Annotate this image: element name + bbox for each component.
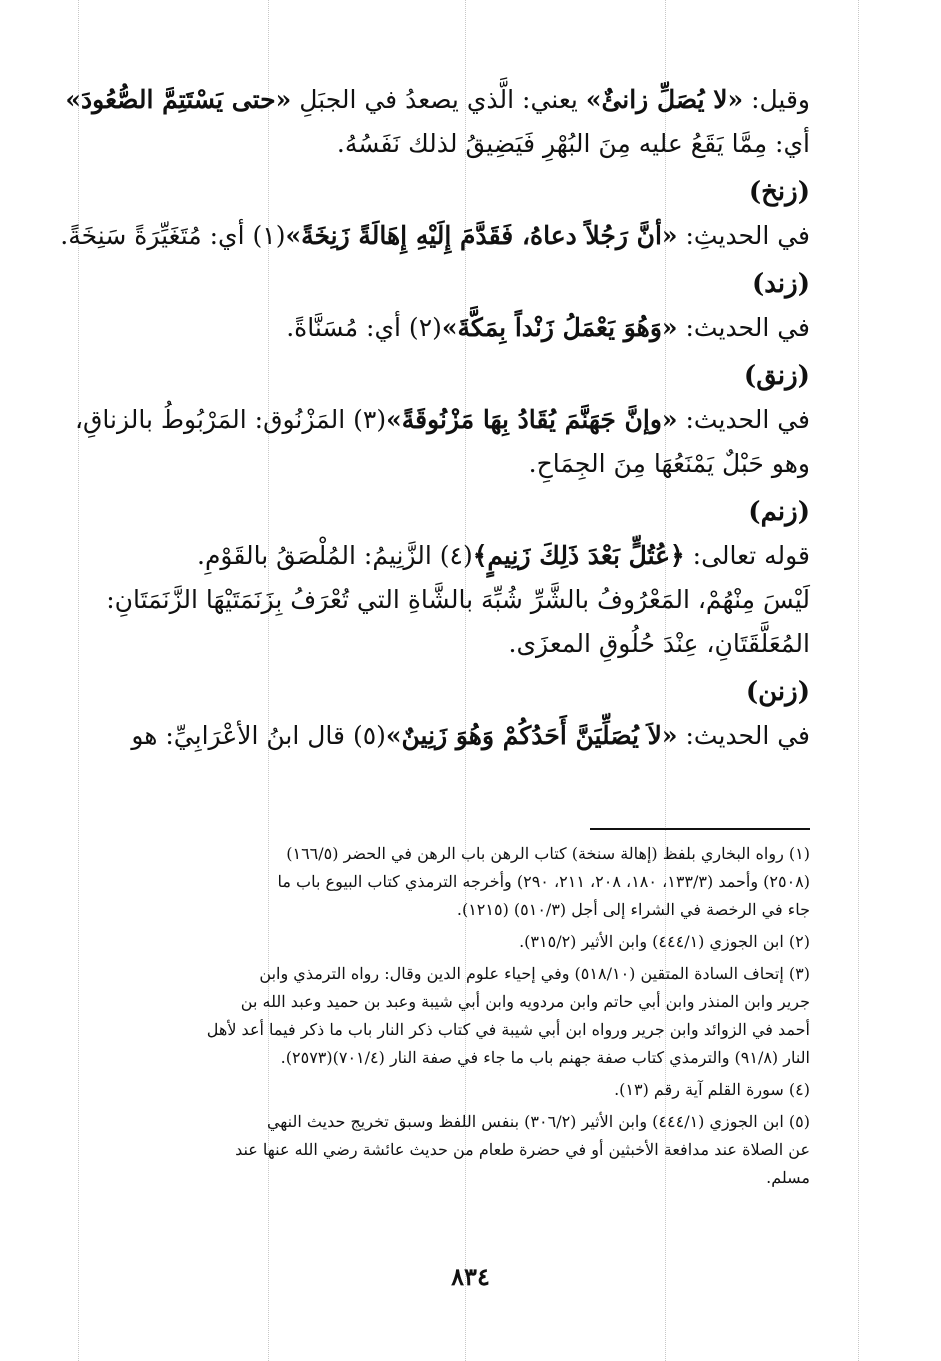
- entry-heading: (زنخ): [748, 177, 810, 207]
- text-line: [98, 534, 810, 578]
- text-run: لَيْسَ مِنْهُمْ، المَعْرُوفُ بالشَّرِّ شُبِّهَ بالشَّاةِ التي تُعْرَفُ بِزَنَمَتَيْهَا الزَّنَمَتَانِ:: [106, 585, 810, 614]
- text-line: [98, 714, 810, 758]
- entry-heading: (زنق): [743, 361, 810, 391]
- text-line: [65, 78, 810, 122]
- grid-line: [78, 0, 79, 1361]
- text-line: [98, 442, 810, 486]
- text-line: [98, 306, 810, 350]
- text-run: (٥) قال ابنُ الأعْرَابِيِّ: هو: [131, 721, 386, 750]
- text-line: [98, 122, 810, 166]
- quoted-hadith: «لاَ يُصَلِّيَنَّ أَحَدُكُمْ وَهُوَ زَنِينٌ»: [385, 721, 678, 750]
- text-run: وقيل:: [743, 85, 810, 114]
- footnote: [98, 928, 810, 956]
- footnote-divider: [590, 828, 810, 830]
- text-run: (٢) أي: مُسَنَّاةً.: [286, 313, 442, 342]
- entry-heading: (زند): [751, 269, 810, 299]
- quoted-hadith: «أنَّ رَجُلاً دعاهُ، فَقَدَّمَ إِلَيْهِ إِهَالَةً زَنِخَةً»: [285, 221, 678, 250]
- text-run: في الحديثِ:: [677, 221, 810, 250]
- page-number: ٨٣٤: [451, 1262, 490, 1291]
- quoted-hadith: ﴿عُتُلٍّ بَعْدَ ذَلِكَ زَنِيمٍ﴾: [472, 541, 685, 570]
- quoted-hadith: «لا يُصَلِّ زانئٌ»: [585, 85, 744, 114]
- footnote: [98, 1108, 810, 1192]
- footnote-line: (٤) سورة القلم آية رقم (١٣).: [614, 1080, 810, 1099]
- grid-line: [858, 0, 859, 1361]
- quoted-hadith: «وَهُوَ يَعْمَلُ زَنْداً بِمَكَّةَ»: [441, 313, 678, 342]
- footnote: [98, 840, 810, 924]
- entry-heading: (زنم): [748, 497, 810, 527]
- text-run: المُعَلَّقَتَانِ، عِنْدَ حُلُوقِ المعزَى.: [508, 629, 810, 658]
- main-text: [60, 78, 810, 758]
- footnote-line: النار (٩١/٨) والترمذي كتاب صفة جهنم باب ما جاء في صفة النار (٧٠١/٤)(٢٥٧٣).: [280, 1048, 810, 1067]
- footnote-line: (٢) ابن الجوزي (٤٤٤/١) وابن الأثير (٣١٥/٢).: [519, 932, 810, 951]
- text-run: أي: مِمَّا يَقَعُ عليه مِنَ البُهْرِ فَيَضِيقُ لذلك نَفَسُهُ.: [336, 129, 810, 158]
- text-run: في الحديث:: [677, 721, 810, 750]
- footnote-line: جرير وابن المنذر وابن أبي حاتم وابن مردويه وابن أبي شيبة وعبد بن حميد وعبد الله بن: [240, 992, 810, 1011]
- footnote-line: (٣) إتحاف السادة المتقين (٥١٨/١٠) وفي إحياء علوم الدين وقال: رواه الترمذي وابن: [259, 964, 810, 983]
- footnote-line: جاء في الرخصة في الشراء إلى أجل (٥١٠/٣) (١٢١٥).: [456, 900, 810, 919]
- text-run: (٣) المَزْنُوق: المَرْبُوطُ بالزناقِ،: [74, 405, 387, 434]
- text-run: قوله تعالى:: [684, 541, 810, 570]
- text-line: [74, 398, 810, 442]
- footnote: [98, 960, 810, 1072]
- text-line: [60, 214, 810, 258]
- footnote-line: أحمد في الزوائد وابن جرير ورواه ابن أبي شيبة في كتاب ذكر النار باب ما ذكر فيما أعد لأهل: [206, 1020, 810, 1039]
- text-run: وهو حَبْلٌ يَمْنَعُهَا مِنَ الجِمَاحِ.: [528, 449, 810, 478]
- footnotes: [98, 840, 810, 1196]
- text-run: في الحديث:: [677, 313, 810, 342]
- text-line: [98, 622, 810, 666]
- text-run: يعني: الَّذي يصعدُ في الجبَلِ: [291, 85, 586, 114]
- text-run: (٤) الزَّنِيمُ: المُلْصَقُ بالقَوْمِ.: [197, 541, 473, 570]
- footnote-line: (٢٥٠٨) وأحمد (١٣٣/٣، ١٨٠، ٢٠٨، ٢١١، ٢٩٠) وأخرجه الترمذي كتاب البيوع باب ما: [277, 872, 810, 891]
- footnote-line: (١) رواه البخاري بلفظ (إهالة سنخة) كتاب الرهن باب الرهن في الحضر (١٦٦/٥): [286, 844, 810, 863]
- quoted-hadith: «وإنَّ جَهَنَّمَ يُقَادُ بِهَا مَزْنُوقَةً»: [386, 405, 678, 434]
- text-run: (١) أي: مُتَغَيِّرَةً سَنِخَةً.: [60, 221, 286, 250]
- quoted-hadith: «حتى يَسْتَتِمَّ الصُّعُودَ»: [65, 85, 292, 114]
- footnote-line: عن الصلاة عند مدافعة الأخبثين أو في حضرة طعام من حديث عائشة رضي الله عنها عند: [235, 1140, 810, 1159]
- footnote: [98, 1076, 810, 1104]
- text-run: في الحديث:: [677, 405, 810, 434]
- text-line: [98, 578, 810, 622]
- entry-heading: (زنن): [745, 677, 810, 707]
- footnote-line: (٥) ابن الجوزي (٤٤٤/١) وابن الأثير (٣٠٦/٢) بنفس اللفظ وسبق تخريج حديث النهي: [266, 1112, 810, 1131]
- footnote-line: مسلم.: [766, 1168, 810, 1187]
